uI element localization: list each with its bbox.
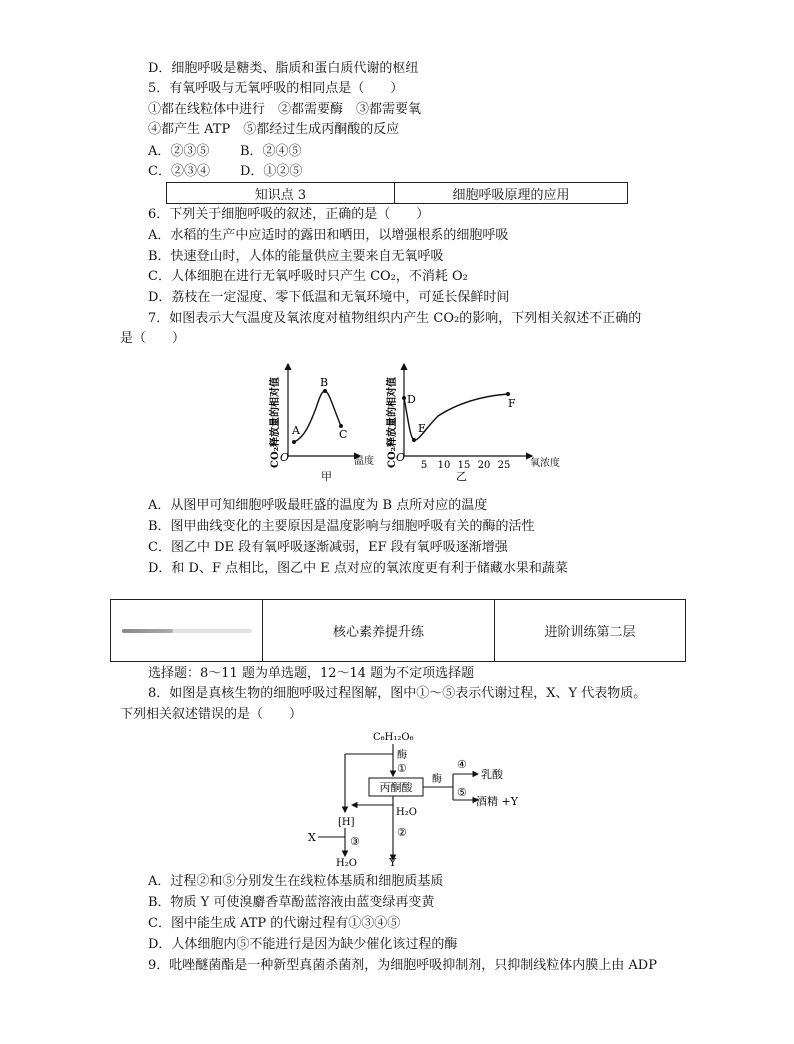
- jia-origin: O: [280, 451, 290, 464]
- yi-tick-label-20: 20: [477, 460, 491, 471]
- x-label: X: [308, 831, 316, 844]
- progress-decoration: [122, 629, 252, 633]
- knowledge-point-title: 细胞呼吸原理的应用: [452, 187, 570, 203]
- process-5-label: ⑤: [457, 786, 467, 799]
- q7-stem-line1: 7．如图表示大气温度及氧浓度对植物组织内产生 CO₂的影响，下列相关叙述不正确的: [148, 311, 642, 326]
- q5-option-b: B．②④⑤: [240, 144, 302, 159]
- yi-origin: O: [396, 451, 406, 464]
- alcohol-label: 酒精 +Y: [476, 795, 518, 808]
- yi-x-label: 氧浓度: [530, 458, 560, 469]
- q5-items-2: ④都产生 ATP ⑤都经过生成丙酮酸的反应: [148, 122, 400, 137]
- q7-option-b: B．图甲曲线变化的主要原因是温度影响与细胞呼吸有关的酶的活性: [148, 519, 535, 534]
- jia-label-c: C: [339, 428, 348, 441]
- q8-option-b: B．物质 Y 可使溴麝香草酚蓝溶液由蓝变绿再变黄: [148, 895, 435, 910]
- section-title: 核心素养提升练: [263, 600, 495, 661]
- yi-tick-label-5: 5: [420, 460, 428, 471]
- section-decoration: [111, 600, 263, 661]
- water-output-label: H₂O: [336, 858, 357, 869]
- yi-y-label: CO₂释放量的相对值: [387, 376, 398, 468]
- q6-option-c: C．人体细胞在进行无氧呼吸时只产生 CO₂，不消耗 O₂: [148, 269, 468, 284]
- process-1-label: ①: [397, 762, 407, 775]
- jia-title: 甲: [321, 470, 332, 483]
- q4-option-d: D．细胞呼吸是糖类、脂质和蛋白质代谢的枢纽: [148, 61, 419, 76]
- y-product-label: Y: [389, 856, 397, 869]
- jia-y-label: CO₂释放量的相对值: [270, 376, 281, 468]
- process-3-label: ③: [350, 835, 360, 848]
- section-header-box: [110, 599, 686, 662]
- knowledge-point-label: 知识点 3: [167, 183, 395, 203]
- yi-tick-label-10: 10: [437, 460, 451, 471]
- yi-tick-label-15: 15: [457, 460, 471, 471]
- yi-point-f: [506, 392, 510, 396]
- q8-option-a: A．过程②和⑤分别发生在线粒体基质和细胞质基质: [148, 874, 444, 889]
- yi-title: 乙: [456, 470, 467, 483]
- q6-option-a: A．水稻的生产中应适时的露田和晒田，以增强根系的细胞呼吸: [148, 228, 509, 243]
- chart-jia: [268, 364, 374, 483]
- knowledge-point-box: [166, 182, 628, 204]
- jia-label-a: A: [292, 424, 300, 437]
- q5-option-c: C．②③④: [148, 164, 210, 179]
- yi-tick-label-25: 25: [497, 460, 511, 471]
- yi-label-f: F: [508, 397, 516, 410]
- enzyme-2-label: 酶: [432, 774, 442, 785]
- q6-option-d: D．荔枝在一定湿度、零下低温和无氧环境中，可延长保鲜时间: [148, 290, 510, 305]
- q7-charts: [258, 358, 578, 490]
- yi-label-e: E: [418, 422, 427, 435]
- yi-point-e: [412, 438, 416, 442]
- section-level: 进阶训练第二层: [544, 625, 636, 640]
- q9-stem: 9．吡唑醚菌酯是一种新型真菌杀菌剂，为细胞呼吸抑制剂，只抑制线粒体内膜上由 ADP: [148, 958, 657, 973]
- q7-option-d: D．和 D、F 点相比，图乙中 E 点对应的氧浓度更有利于储藏水果和蔬菜: [148, 561, 568, 576]
- chart-yi: [385, 364, 560, 483]
- process-4-label: ④: [457, 758, 467, 771]
- water-input-label: H₂O: [396, 807, 417, 818]
- q5-stem: 5．有氧呼吸与无氧呼吸的相同点是（ ）: [148, 81, 404, 96]
- respiration-diagram: [300, 728, 540, 870]
- jia-x-label: 温度: [354, 456, 374, 467]
- jia-point-b: [323, 389, 327, 393]
- h-label: [H]: [338, 817, 355, 828]
- process-2-label: ②: [397, 826, 407, 839]
- q8-option-d: D．人体细胞内⑤不能进行是因为缺少催化该过程的酶: [148, 937, 458, 952]
- q6-stem: 6．下列关于细胞呼吸的叙述，正确的是（ ）: [148, 207, 430, 222]
- q5-option-a: A．②③⑤: [148, 144, 210, 159]
- q8-stem-line2: 下列相关叙述错误的是（ ）: [120, 707, 303, 722]
- jia-label-b: B: [320, 376, 329, 389]
- q5-option-d: D．①②⑤: [240, 164, 303, 179]
- jia-point-a: [292, 440, 296, 444]
- yi-point-d: [402, 396, 406, 400]
- q7-option-c: C．图乙中 DE 段有氧呼吸逐渐减弱，EF 段有氧呼吸逐渐增强: [148, 540, 508, 555]
- q7-option-a: A．从图甲可知细胞呼吸最旺盛的温度为 B 点所对应的温度: [148, 498, 488, 513]
- q8-option-c: C．图中能生成 ATP 的代谢过程有①③④⑤: [148, 916, 401, 931]
- question-type-note: 选择题：8～11 题为单选题，12～14 题为不定项选择题: [148, 666, 475, 681]
- q5-items-1: ①都在线粒体中进行 ②都需要酶 ③都需要氧: [148, 102, 422, 117]
- enzyme-1-label: 酶: [397, 750, 407, 761]
- yi-label-d: D: [407, 393, 416, 406]
- pyruvate-label: 丙酮酸: [379, 781, 413, 794]
- q7-stem-line2: 是（ ）: [120, 331, 186, 346]
- jia-curve: [294, 391, 341, 442]
- glucose-label: C₆H₁₂O₆: [373, 732, 414, 743]
- q8-stem-line1: 8．如图是真核生物的细胞呼吸过程图解，图中①～⑤表示代谢过程，X、Y 代表物质。: [148, 686, 647, 701]
- q6-option-b: B．快速登山时，人体的能量供应主要来自无氧呼吸: [148, 249, 444, 264]
- lactic-acid-label: 乳酸: [481, 768, 503, 781]
